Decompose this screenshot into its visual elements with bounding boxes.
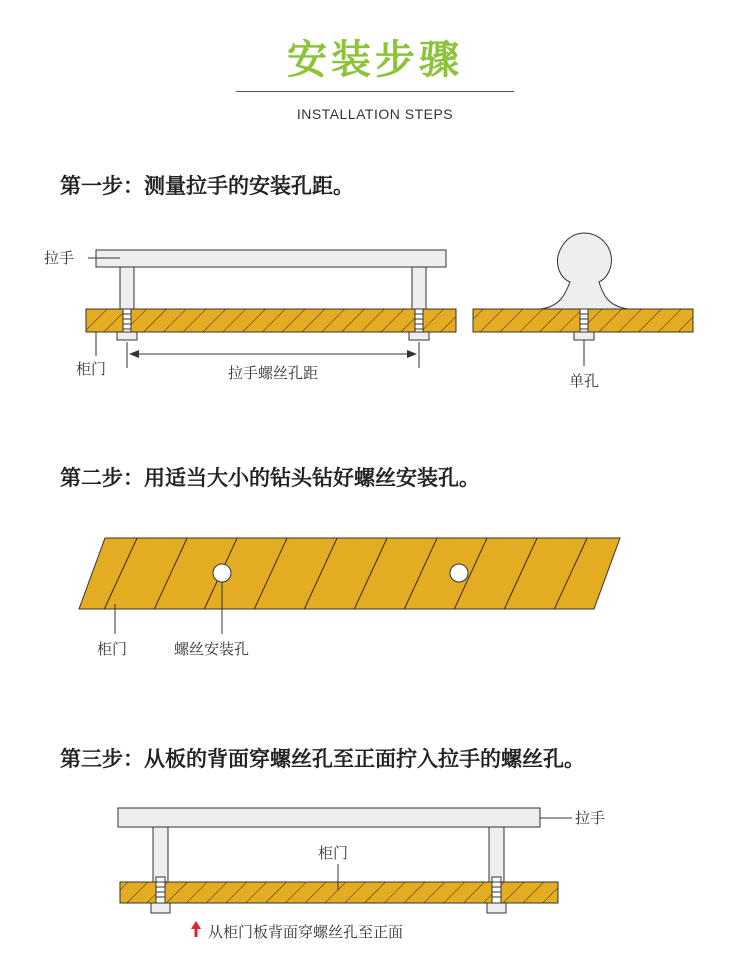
label-single-hole: 单孔: [568, 372, 600, 390]
handle-leg: [412, 267, 426, 309]
arrow-right-icon: [407, 350, 417, 358]
handle-leg: [489, 827, 504, 882]
step-1-knob-view: [473, 233, 693, 390]
label-note: 从柜门板背面穿螺丝孔至正面: [208, 923, 404, 941]
arrow-up-icon: [191, 921, 201, 929]
step-3-assembly: [118, 808, 605, 941]
screw: [492, 877, 501, 903]
screw: [156, 877, 165, 903]
handle-leg: [120, 267, 134, 309]
step-1-title: 第一步：测量拉手的安装孔距。: [60, 174, 354, 198]
knob: [541, 233, 628, 309]
label-door: 柜门: [318, 844, 349, 862]
screw-head: [151, 903, 170, 913]
screw-head: [574, 332, 594, 340]
label-handle: 拉手: [575, 809, 606, 827]
screw-head: [117, 332, 137, 340]
screw-hole: [450, 564, 468, 582]
step-3-title: 第三步：从板的背面穿螺丝孔至正面拧入拉手的螺丝孔。: [60, 747, 585, 771]
label-door: 柜门: [97, 640, 128, 658]
screw-hole: [213, 564, 231, 582]
arrow-left-icon: [129, 350, 139, 358]
step-1-front-view: [44, 249, 456, 382]
step-2-board: [40, 510, 650, 658]
step-2-title: 第二步：用适当大小的钻头钻好螺丝安装孔。: [60, 466, 480, 490]
label-hole-distance: 拉手螺丝孔距: [227, 364, 319, 382]
page-title: 安装步骤: [287, 37, 463, 83]
screw-head: [487, 903, 506, 913]
page-subtitle: INSTALLATION STEPS: [296, 106, 454, 122]
handle-leg: [153, 827, 168, 882]
label-handle: 拉手: [44, 249, 75, 267]
door-board: [79, 538, 620, 609]
label-door: 柜门: [76, 360, 107, 378]
label-screw-hole: 螺丝安装孔: [174, 640, 250, 658]
handle-bar: [118, 808, 540, 827]
handle-bar: [96, 250, 446, 267]
screw-head: [409, 332, 429, 340]
